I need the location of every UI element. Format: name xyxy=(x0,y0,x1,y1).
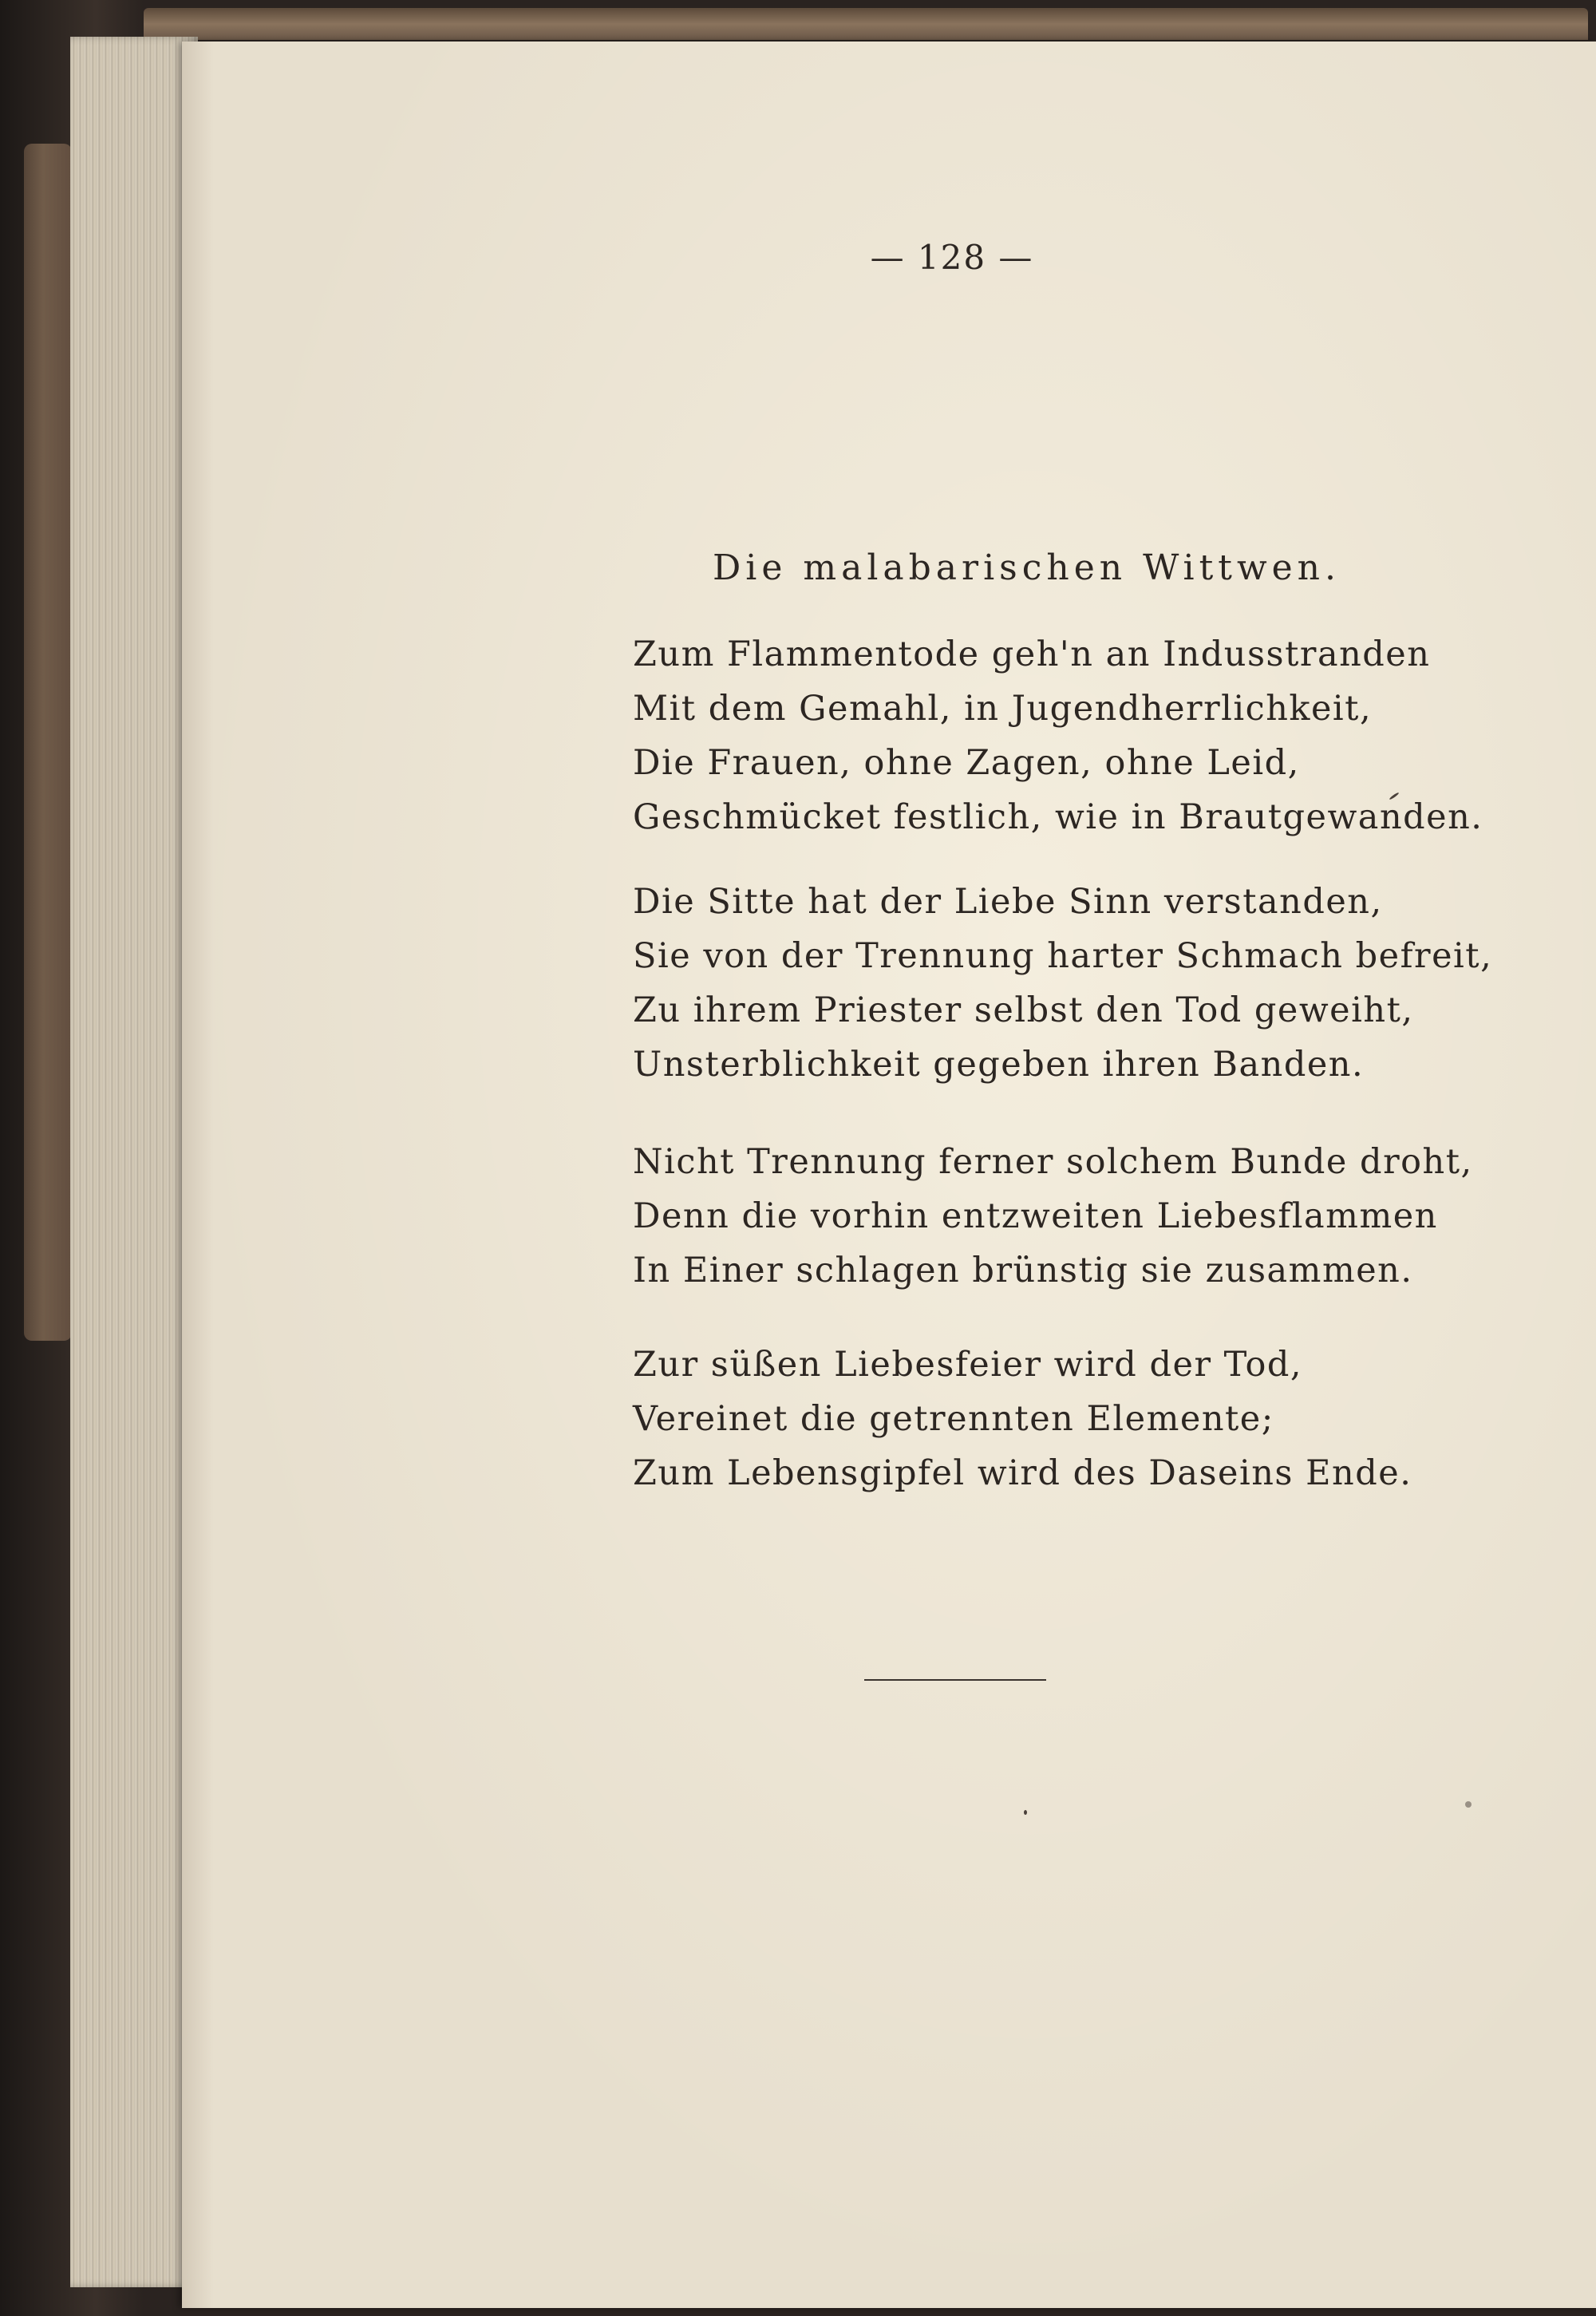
verse-line: Mit dem Gemahl, in Jugendherrlichkeit, xyxy=(633,689,1373,729)
ink-speck xyxy=(1465,1801,1472,1808)
verse-line: Unsterblichkeit gegeben ihren Banden. xyxy=(633,1045,1365,1085)
cover-left-edge xyxy=(24,144,72,1341)
verse-line: Nicht Trennung ferner solchem Bunde droht, xyxy=(633,1142,1473,1182)
stanza-1 xyxy=(633,627,1483,844)
stanza-3 xyxy=(633,1135,1473,1298)
verse-line: Die Frauen, ohne Zagen, ohne Leid, xyxy=(633,743,1300,783)
verse-line: Zur süßen Liebesfeier wird der Tod, xyxy=(633,1345,1303,1385)
verse-line: Vereinet die getrennten Elemente; xyxy=(633,1399,1274,1439)
verse-line: Zum Flammentode geh'n an Indusstranden xyxy=(633,634,1431,674)
verse-line: Sie von der Trennung harter Schmach befreit, xyxy=(633,936,1493,976)
cover-top-edge xyxy=(144,8,1588,40)
verse-line: In Einer schlagen brünstig sie zusammen. xyxy=(633,1251,1413,1290)
stanza-4 xyxy=(633,1338,1412,1500)
ink-speck xyxy=(1024,1810,1027,1815)
page-number: — 128 — xyxy=(870,238,1034,277)
verse-line: Die Sitte hat der Liebe Sinn verstanden, xyxy=(633,882,1383,922)
stanza-2 xyxy=(633,875,1492,1092)
verse-line: Geschmücket festlich, wie in Brautgewanden. xyxy=(633,797,1483,837)
page-stack-edges xyxy=(70,37,198,2287)
verse-line: Denn die vorhin entzweiten Liebesflammen xyxy=(633,1196,1438,1236)
verse-line: Zu ihrem Priester selbst den Tod geweiht, xyxy=(633,990,1414,1030)
poem-title: Die malabarischen Wittwen. xyxy=(713,547,1341,588)
verse-line: Zum Lebensgipfel wird des Daseins Ende. xyxy=(633,1453,1412,1493)
end-rule-divider xyxy=(864,1679,1046,1681)
